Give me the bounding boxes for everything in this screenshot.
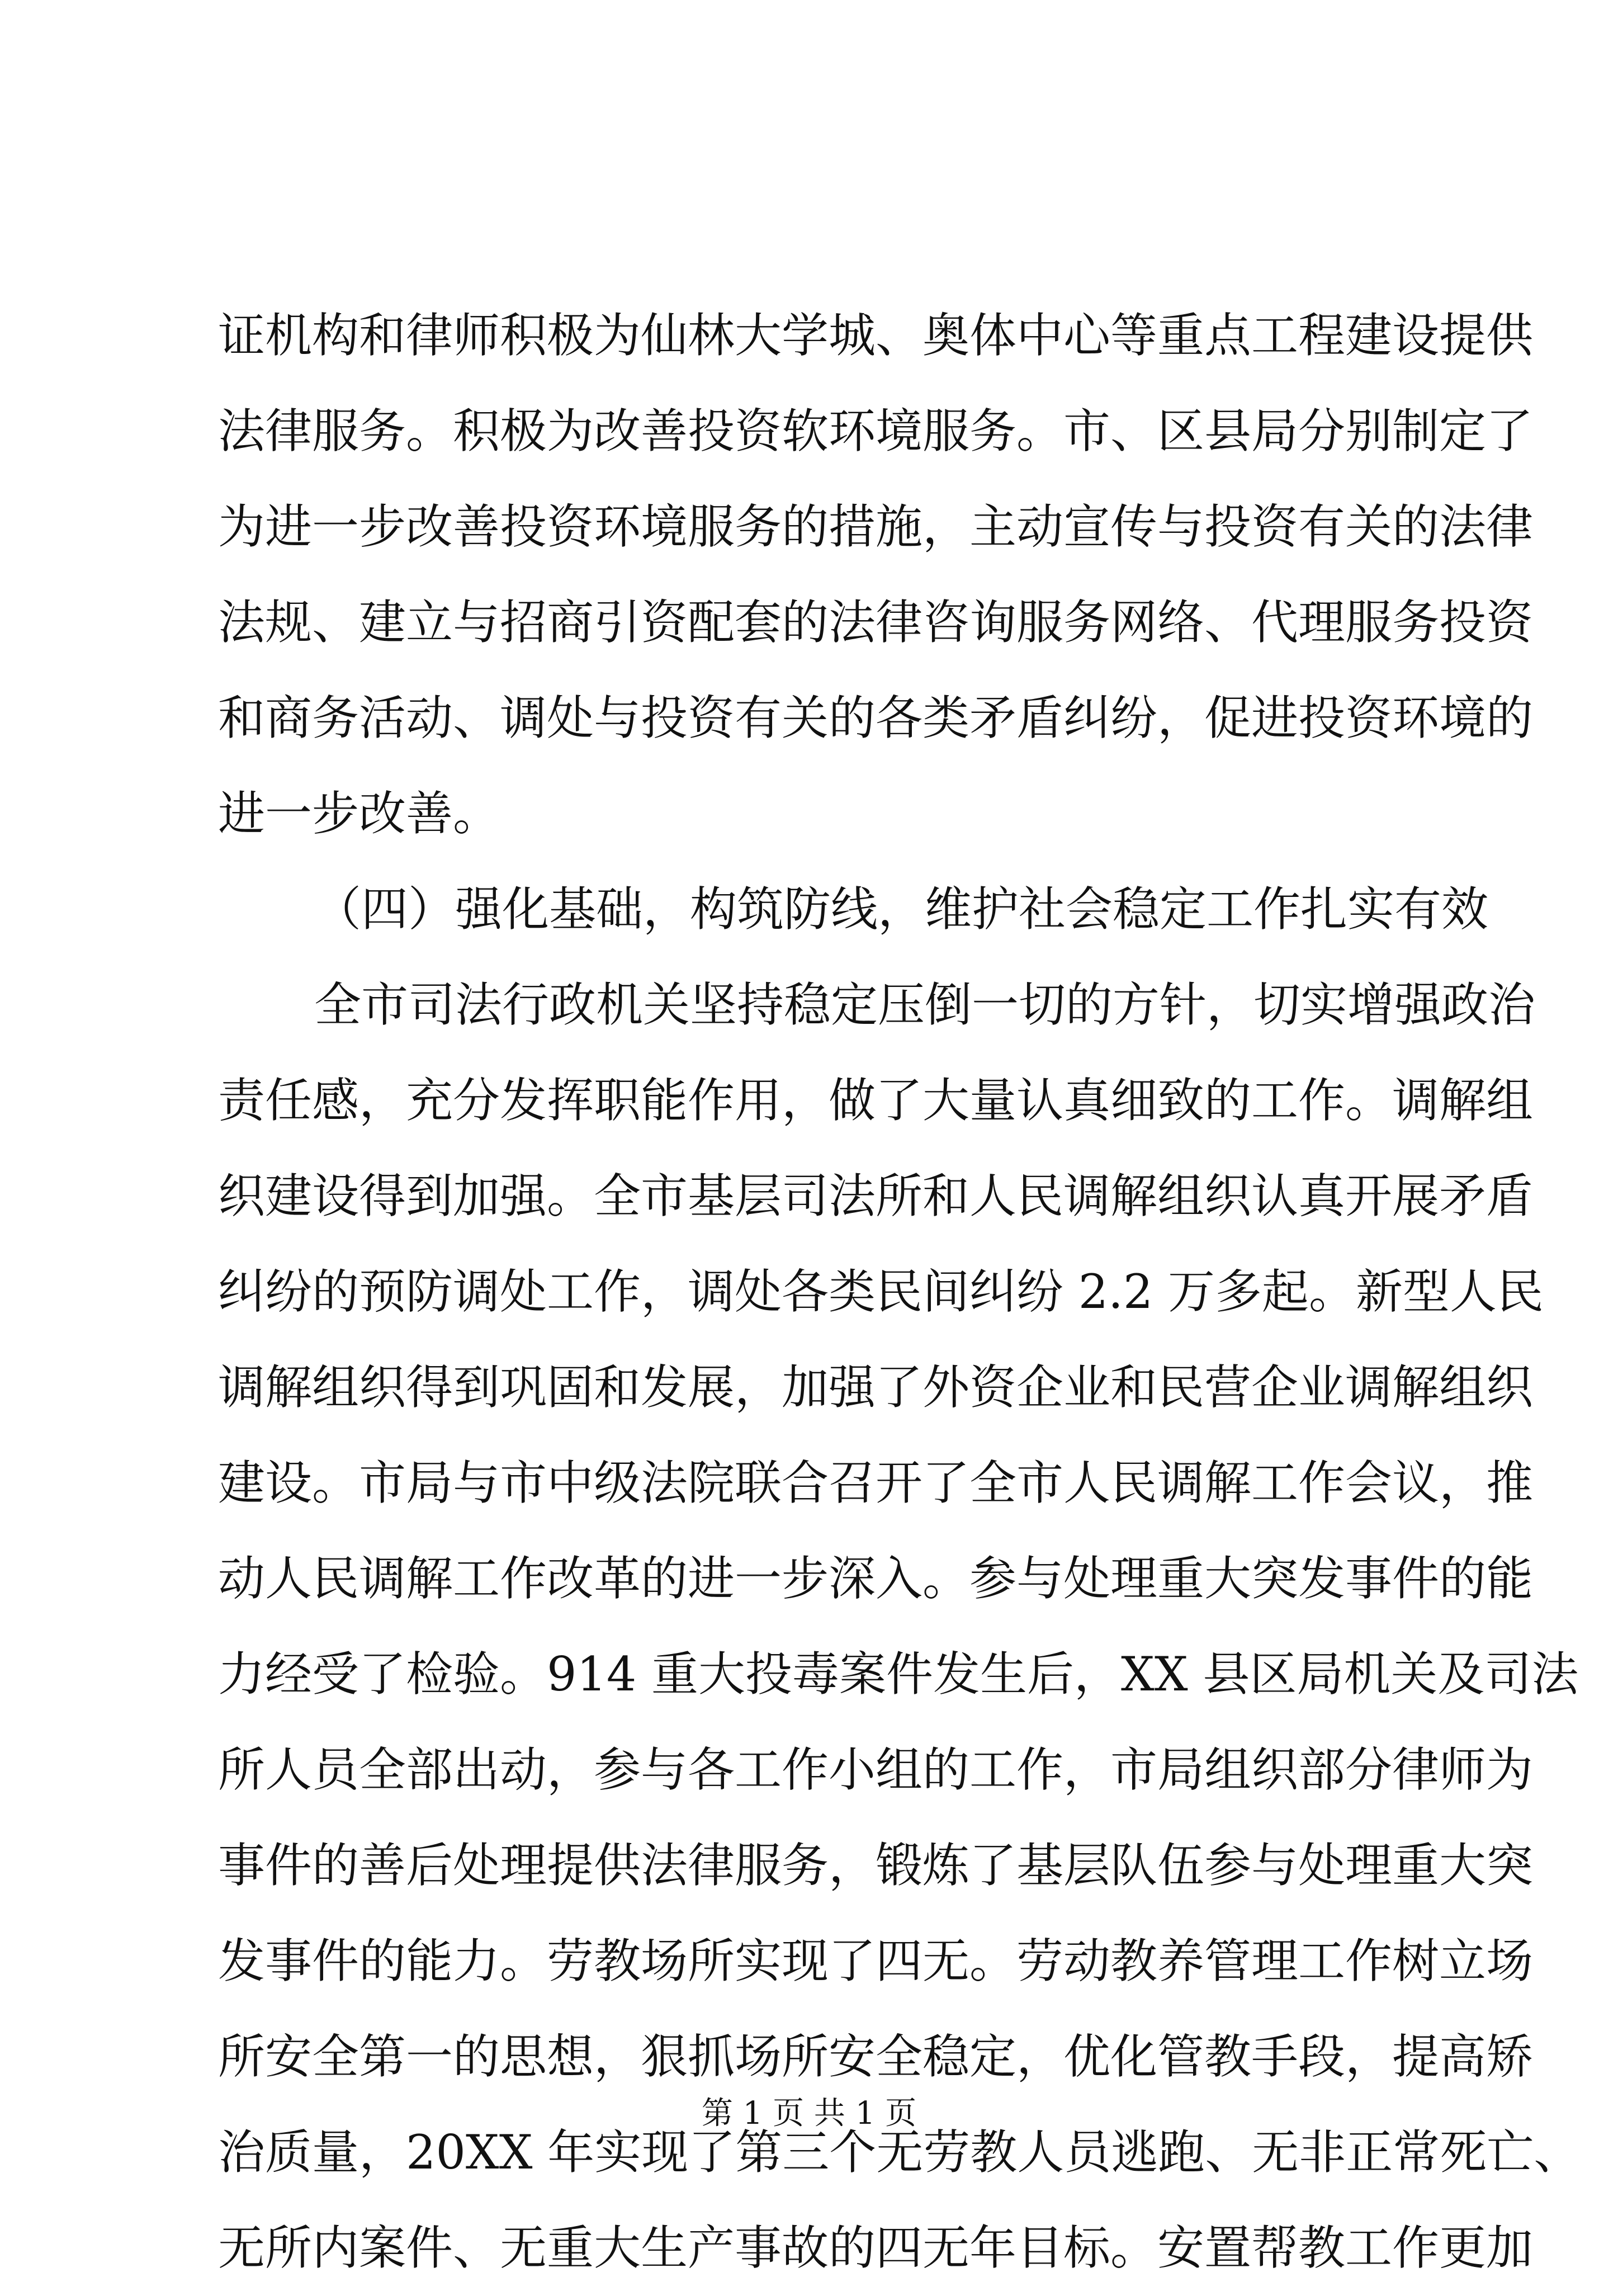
text-line: 发事件的能力。劳教场所实现了四无。劳动教养管理工作树立场 <box>218 1934 1534 1988</box>
text-line: 为进一步改善投资环境服务的措施，主动宣传与投资有关的法律 <box>218 499 1534 554</box>
paragraph-first-line: 全市司法行政机关坚持稳定压倒一切的方针，切实增强政治 <box>314 977 1536 1032</box>
text-line: 责任感，充分发挥职能作用，做了大量认真细致的工作。调解组 <box>218 1073 1534 1128</box>
text-line: 所人员全部出动，参与各工作小组的工作，市局组织部分律师为 <box>218 1742 1534 1797</box>
text-line: 法律服务。积极为改善投资软环境服务。市、区县局分别制定了 <box>218 404 1534 459</box>
text-line: 治质量，20XX 年实现了第三个无劳教人员逃跑、无非正常死亡、 <box>218 2125 1581 2180</box>
page-number-footer: 第 1 页 共 1 页 <box>701 2095 917 2132</box>
text-line: 动人民调解工作改革的进一步深入。参与处理重大突发事件的能 <box>218 1551 1534 1606</box>
section-heading: （四）强化基础，构筑防线，维护社会稳定工作扎实有效 <box>314 882 1489 937</box>
text-line: 织建设得到加强。全市基层司法所和人民调解组织认真开展矛盾 <box>218 1169 1534 1223</box>
text-line: 纠纷的预防调处工作，调处各类民间纠纷 2.2 万多起。新型人民 <box>218 1264 1544 1319</box>
text-line: 力经受了检验。914 重大投毒案件发生后，XX 县区局机关及司法 <box>218 1647 1579 1702</box>
text-line: 证机构和律师积极为仙林大学城、奥体中心等重点工程建设提供 <box>218 308 1534 363</box>
text-line: 调解组织得到巩固和发展，加强了外资企业和民营企业调解组织 <box>218 1360 1534 1415</box>
text-line: 无所内案件、无重大生产事故的四无年目标。安置帮教工作更加 <box>218 2221 1534 2275</box>
text-line: 和商务活动、调处与投资有关的各类矛盾纠纷，促进投资环境的 <box>218 691 1534 745</box>
text-line: 建设。市局与市中级法院联合召开了全市人民调解工作会议，推 <box>218 1456 1534 1510</box>
text-line: 法规、建立与招商引资配套的法律咨询服务网络、代理服务投资 <box>218 595 1534 650</box>
text-line: 进一步改善。 <box>218 786 500 841</box>
text-line: 事件的善后处理提供法律服务，锻炼了基层队伍参与处理重大突 <box>218 1838 1534 1893</box>
body-text <box>218 288 1581 2296</box>
text-line: 所安全第一的思想，狠抓场所安全稳定，优化管教手段，提高矫 <box>218 2029 1534 2084</box>
